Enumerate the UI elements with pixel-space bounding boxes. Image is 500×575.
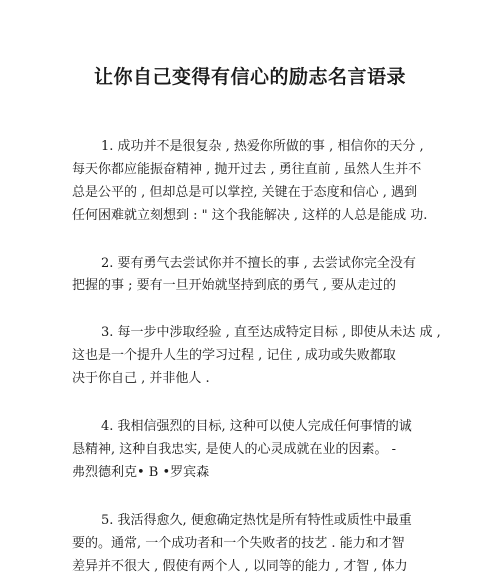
paragraph-5-line-2: 要的。通常, 一个成功者和一个失败者的技艺 . 能力和才智 [72,536,405,551]
paragraph-5-line-3: 差异并不很大 , 假使有两个人 , 以同等的能力 , 才智 , 体力 [72,559,408,574]
paragraph-2-line-1: 2. 要有勇气去尝试你并不擅长的事 , 去尝试你完全没有 [101,256,416,271]
paragraph-5-line-1: 5. 我活得愈久, 便愈确定热忱是所有特性或质性中最重 [101,513,412,528]
paragraph-4-line-3: 弗烈德利克• B •罗宾森 [72,465,210,480]
paragraph-1-line-1: 1. 成功并不是很复杂 , 热爱你所做的事 , 相信你的天分 , [101,139,424,154]
document-title: 让你自己变得有信心的励志名言语录 [93,66,406,88]
paragraph-1-line-3: 总是公平的 , 但却总是可以掌控, 关键在于态度和信心 , 遇到 [72,185,418,200]
paragraph-3-line-1: 3. 每一步中涉取经验 , 直至达成特定目标 , 即使从未达 成 , [101,325,441,340]
paragraph-3-line-3: 决于你自己 , 并非他人 . [72,371,210,386]
paragraph-1-line-4: 任何困难就立刻想到 : " 这个我能解决 , 这样的人总是能成 功. [72,208,428,223]
paragraph-4-line-1: 4. 我相信强烈的目标, 这种可以使人完成任何事情的诚 [101,419,412,434]
paragraph-4-line-2: 恳精神, 这种自我忠实, 是使人的心灵成就在业的因素。 - [72,442,397,457]
paragraph-3-line-2: 这也是一个提升人生的学习过程 , 记住 , 成功或失败都取 [72,348,396,363]
paragraph-2-line-2: 把握的事 ; 要有一旦开始就坚持到底的勇气 , 要从走过的 [72,278,397,293]
paragraph-1-line-2: 每天你都应能振奋精神 , 抛开过去 , 勇往直前 , 虽然人生并不 [72,162,422,177]
